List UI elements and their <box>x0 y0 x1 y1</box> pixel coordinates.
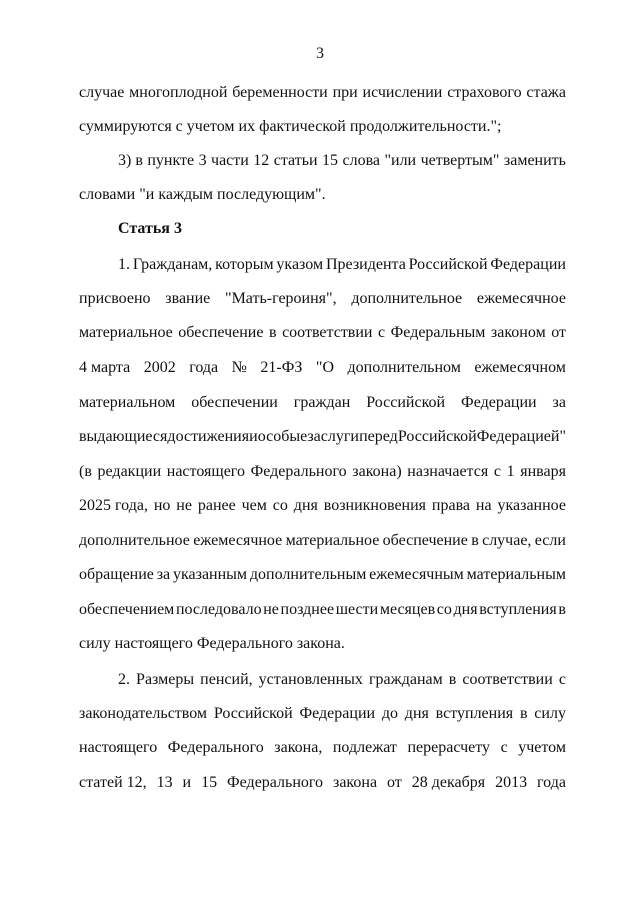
word: законом <box>490 324 546 341</box>
word: года <box>189 359 219 376</box>
word: четвертым" <box>420 152 500 169</box>
word: (в <box>79 463 92 480</box>
word: с <box>493 463 501 480</box>
text-line-7 <box>79 288 566 310</box>
word: 3) в <box>118 152 143 169</box>
word: и <box>249 428 258 445</box>
word: слова <box>342 152 381 169</box>
word: достижения <box>167 428 250 445</box>
word: настоящего <box>166 463 245 480</box>
word: месяцев <box>379 601 436 618</box>
word: 15 <box>322 152 339 169</box>
word: за <box>156 566 171 583</box>
word: силу <box>534 705 566 722</box>
word: шести <box>335 601 379 618</box>
word: указанным <box>173 566 248 583</box>
word: с <box>500 739 508 756</box>
word: с <box>378 324 386 341</box>
word: случае <box>79 84 125 101</box>
word: вступления <box>479 601 557 618</box>
word: Федерального <box>250 463 347 480</box>
word: Российской <box>397 428 477 445</box>
text-line-19 <box>79 703 566 725</box>
word: дополнительным <box>249 566 367 583</box>
word: "О <box>315 359 334 376</box>
word: 1. <box>118 256 130 273</box>
text-line-17: силу настоящего Федерального закона. <box>79 635 345 652</box>
word: дня <box>404 705 429 722</box>
word: статьи <box>273 152 318 169</box>
word: не <box>176 497 192 514</box>
text-line-15 <box>79 564 566 586</box>
word: Российской <box>366 394 446 411</box>
word: права <box>431 497 471 514</box>
word: присвоено <box>79 290 151 307</box>
word: пункте <box>147 152 195 169</box>
word: со <box>272 497 288 514</box>
word: соответствии <box>462 671 553 688</box>
word: позднее <box>280 601 335 618</box>
word: если <box>534 532 566 549</box>
word: в <box>448 671 457 688</box>
text-line-4: словами "и каждым последующим". <box>79 186 326 203</box>
word: исчислении <box>362 84 443 101</box>
word: дополнительное <box>79 532 190 549</box>
word: 28 декабря <box>411 774 486 791</box>
text-line-10 <box>79 392 566 414</box>
word: 15 <box>201 774 218 791</box>
word: многоплодной <box>129 84 228 101</box>
word: возникновения <box>323 497 427 514</box>
word: статей 12, <box>79 774 147 791</box>
text-line-16 <box>79 599 566 621</box>
word: указом <box>276 256 324 273</box>
word: от <box>387 774 402 791</box>
text-line-8 <box>79 322 566 344</box>
word: законодательством <box>79 705 208 722</box>
word: последовало <box>175 601 262 618</box>
word: Федерацией" <box>476 428 566 445</box>
article-heading: Статья 3 <box>118 220 182 237</box>
word: ранее <box>197 497 236 514</box>
word: материальное <box>79 324 173 341</box>
word: Федерального <box>167 739 264 756</box>
word: вступления <box>435 705 514 722</box>
text-line-14 <box>79 530 566 552</box>
word: за <box>552 394 566 411</box>
word: Федеральным <box>390 324 486 341</box>
word: года <box>537 774 566 791</box>
word: "или <box>384 152 417 169</box>
word: материальном <box>79 394 176 411</box>
word: Федерации <box>461 394 537 411</box>
word: в <box>268 324 277 341</box>
word: ежемесячным <box>369 566 464 583</box>
word: ежемесячное <box>476 290 566 307</box>
text-line-11 <box>79 426 566 448</box>
word: обеспечением <box>79 601 175 618</box>
word: беременности <box>232 84 328 101</box>
word: дополнительное <box>351 290 463 307</box>
word: дня <box>453 601 478 618</box>
word: особые <box>257 428 308 445</box>
word: 3 <box>198 152 207 169</box>
word: заслуги <box>307 428 359 445</box>
word: Размеры <box>136 671 195 688</box>
word: "Мать-героиня", <box>225 290 337 307</box>
word: настоящего <box>79 739 158 756</box>
word: учетом <box>518 739 566 756</box>
word: 2002 <box>143 359 176 376</box>
word: Президента <box>325 256 406 273</box>
word: обеспечении <box>191 394 278 411</box>
word: перед <box>359 428 398 445</box>
word: от <box>551 324 566 341</box>
word: 21-ФЗ <box>260 359 303 376</box>
word: случае, <box>482 532 532 549</box>
word: 13 <box>156 774 173 791</box>
word: Федерации <box>490 256 566 273</box>
word: выдающиеся <box>79 428 168 445</box>
word: перерасчету <box>407 739 491 756</box>
word: при <box>332 84 358 101</box>
word: части <box>211 152 249 169</box>
text-line-6 <box>118 254 566 276</box>
word: Федерального <box>227 774 324 791</box>
word: обеспечение <box>382 532 468 549</box>
text-line-21 <box>79 772 566 794</box>
word: в <box>471 532 479 549</box>
word: соответствии <box>282 324 373 341</box>
word: Российской <box>213 705 293 722</box>
word: ежемесячном <box>474 359 566 376</box>
text-line-9 <box>79 357 566 379</box>
text-line-13 <box>79 495 566 517</box>
word: дополнительном <box>347 359 461 376</box>
word: 2. <box>118 671 130 688</box>
word: 4 марта <box>79 359 131 376</box>
word: звание <box>165 290 211 307</box>
word: 2025 года, <box>79 497 148 514</box>
word: ежемесячное <box>193 532 283 549</box>
word: 2013 <box>495 774 528 791</box>
word: в <box>519 705 528 722</box>
word: с <box>558 671 566 688</box>
word: января <box>520 463 566 480</box>
page-number: 3 <box>316 45 324 62</box>
word: на <box>475 497 492 514</box>
word: Гражданам, <box>132 256 213 273</box>
word: указанное <box>497 497 566 514</box>
word: подлежат <box>332 739 397 756</box>
word: № <box>231 359 247 376</box>
word: дня <box>293 497 318 514</box>
word: гражданам <box>368 671 443 688</box>
text-line-18 <box>118 669 566 691</box>
word: граждан <box>293 394 351 411</box>
word: страхового <box>447 84 522 101</box>
word: Федерации <box>299 705 376 722</box>
word: Российской <box>408 256 488 273</box>
word: обеспечение <box>178 324 264 341</box>
text-line-20 <box>79 737 566 759</box>
word: чем <box>241 497 267 514</box>
word: заменить <box>503 152 566 169</box>
word: обращение <box>79 566 154 583</box>
word: установленных <box>258 671 363 688</box>
word: и <box>182 774 192 791</box>
word: материальным <box>466 566 566 583</box>
word: стажа <box>526 84 566 101</box>
word: закона <box>333 774 378 791</box>
text-line-12 <box>79 461 566 483</box>
text-line-2: суммируются с учетом их фактической продолжительности."; <box>79 118 502 135</box>
word: но <box>153 497 171 514</box>
word: до <box>381 705 398 722</box>
word: закона, <box>274 739 323 756</box>
word: не <box>263 601 279 618</box>
word: назначается <box>407 463 489 480</box>
text-line-1 <box>79 82 566 104</box>
word: со <box>436 601 452 618</box>
text-line-3 <box>118 150 566 172</box>
word: редакции <box>97 463 162 480</box>
word: в <box>558 601 566 618</box>
word: которым <box>215 256 274 273</box>
word: материальное <box>285 532 380 549</box>
word: 12 <box>253 152 270 169</box>
word: пенсий, <box>200 671 253 688</box>
word: 1 <box>506 463 515 480</box>
word: закона) <box>352 463 402 480</box>
